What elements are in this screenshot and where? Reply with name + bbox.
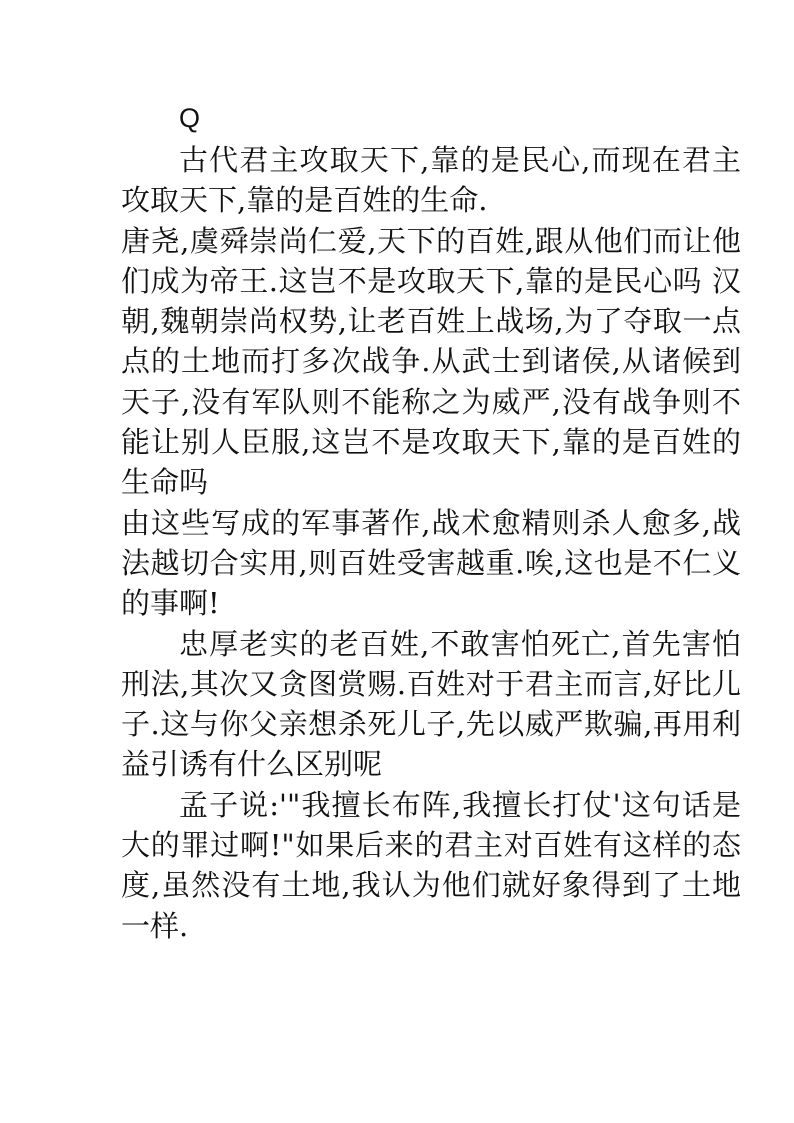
paragraph-1: 古代君主攻取天下,靠的是民心,而现在君主攻取天下,靠的是百姓的生命. <box>121 143 741 218</box>
paragraph-3: 由这些写成的军事著作,战术愈精则杀人愈多,战法越切合实用,则百姓受害越重.唉,这也是不仁义的事啊! <box>121 505 741 621</box>
paragraph-2: 唐尧,虞舜崇尚仁爱,天下的百姓,跟从他们而让他们成为帝王.这岂不是攻取天下,靠的是民心吗 汉朝,魏朝崇尚权势,让老百姓上战场,为了夺取一点点的土地而打多次战争.从武士到诸侯,从诸候到天子,没有军队则不能称之为威严,没有战争则不能让别人臣服,这岂不是攻取天下,靠的是百姓的生命吗 <box>121 223 741 500</box>
document-body <box>121 96 741 946</box>
document-heading: Q <box>179 103 201 133</box>
paragraph-5: 孟子说:'"我擅长布阵,我擅长打仗'这句话是大的罪过啊!"如果后来的君主对百姓有这样的态度,虽然没有土地,我认为他们就好象得到了土地一样. <box>121 787 741 943</box>
paragraph-4: 忠厚老实的老百姓,不敢害怕死亡,首先害怕刑法,其次又贪图赏赐.百姓对于君主而言,好比儿子.这与你父亲想杀死儿子,先以威严欺骗,再用利益引诱有什么区别呢 <box>121 626 741 782</box>
